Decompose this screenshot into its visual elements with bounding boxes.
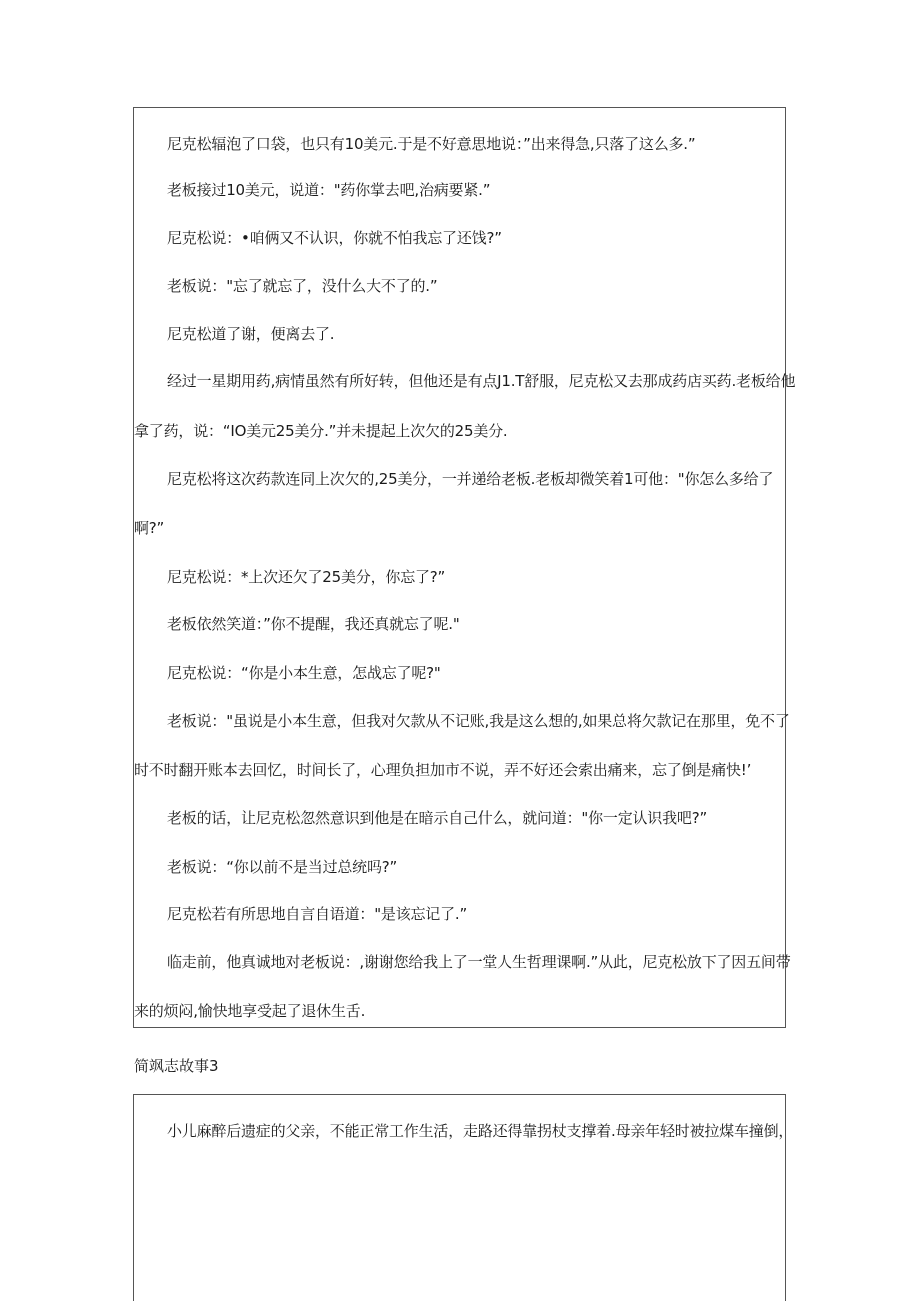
text-line: 老板接过10美元，说道："药你掌去吧,治病要紧.”: [167, 181, 491, 199]
text-line: 老板的话，让尼克松忽然意识到他是在暗示自己什么，就问道："你一定认识我吧?”: [167, 809, 708, 827]
text-line: 老板说："忘了就忘了，没什么大不了的.”: [167, 277, 438, 295]
story-2-frame: [133, 107, 796, 1028]
text-line: 尼克松说：“你是小本生意，怎战忘了呢?": [167, 664, 441, 682]
story-2-paragraph: [134, 570, 787, 585]
story-2-paragraph: [134, 666, 787, 681]
text-line: 尼克松说：•咱俩又不认识，你就不怕我忘了还饯?”: [167, 229, 502, 247]
text-line: 来的烦闷,愉快地享受起了退休生舌.: [134, 1002, 366, 1020]
story-2-paragraph: [134, 372, 796, 390]
text-line: 经过一星期用药,病情虽然有所好转，但他还是有点J1.T舒服，尼克松又去那成药店买药.老板给他: [167, 372, 796, 390]
story-2-paragraph: [134, 617, 787, 632]
story-2-paragraph: [134, 860, 787, 875]
text-line: 尼克松若有所思地自言自语道："是该忘记了.”: [167, 905, 468, 923]
story-2-paragraph-continued: [134, 763, 787, 778]
story-2-paragraph: [134, 811, 787, 826]
text-line: 尼克松说：*上次还欠了25美分，你忘了?”: [167, 568, 446, 586]
text-line: 小儿麻醉后遗症的父亲，不能正常工作生活，走路还得靠拐杖支撑着.母亲年轻时被拉煤车撞倒，: [167, 1122, 794, 1140]
text-line: 老板说：“你以前不是当过总统吗?”: [167, 858, 398, 876]
text-line: 拿了药，说：“IO美元25美分.”并未提起上次欠的25美分.: [134, 422, 508, 440]
story-2-paragraph-continued: [134, 1004, 787, 1019]
text-line: 老板说："虽说是小本生意，但我对欠款从不记账,我是这么想的,如果总将欠款记在那里，免不了: [167, 712, 790, 730]
story-2-paragraph: [134, 907, 787, 922]
text-line: 临走前，他真诚地对老板说：,谢谢您给我上了一堂人生哲理课啊.”从此，尼克松放下了因五间带: [167, 953, 791, 971]
text-line: 尼克松将这次药款连同上次欠的,25美分，一并递给老板.老板却微笑着1可他："你怎么多给了: [167, 470, 774, 488]
story-2-paragraph: [134, 327, 787, 342]
story-3-paragraph: [134, 1122, 794, 1140]
story-2-paragraph-continued: [134, 424, 787, 439]
section-heading: 简飒志故事3: [134, 1057, 219, 1075]
story-2-paragraph-continued: [134, 521, 787, 536]
story-2-paragraph: [134, 183, 787, 198]
text-line: 啊?”: [134, 519, 165, 537]
story-2-paragraph: [134, 137, 787, 152]
text-line: 尼克松辐泡了口袋，也只有10美元.于是不好意思地说：”出来得急,只落了这么多.”: [167, 135, 696, 153]
story-2-paragraph: [134, 472, 787, 487]
text-line: 时不时翻开账本去回忆，时间长了，心理负担加市不说，弄不好还会索出痛来，忘了倒是痛快!’: [134, 761, 752, 779]
story-2-paragraph: [134, 712, 790, 730]
story-2-paragraph: [134, 231, 787, 246]
story-2-paragraph: [134, 279, 787, 294]
story-2-paragraph: [134, 953, 791, 971]
text-line: 老板依然笑道：”你不提醒，我还真就忘了呢.": [167, 615, 460, 633]
story-3-frame: [133, 1094, 794, 1301]
text-line: 尼克松道了谢，便离去了.: [167, 325, 335, 343]
